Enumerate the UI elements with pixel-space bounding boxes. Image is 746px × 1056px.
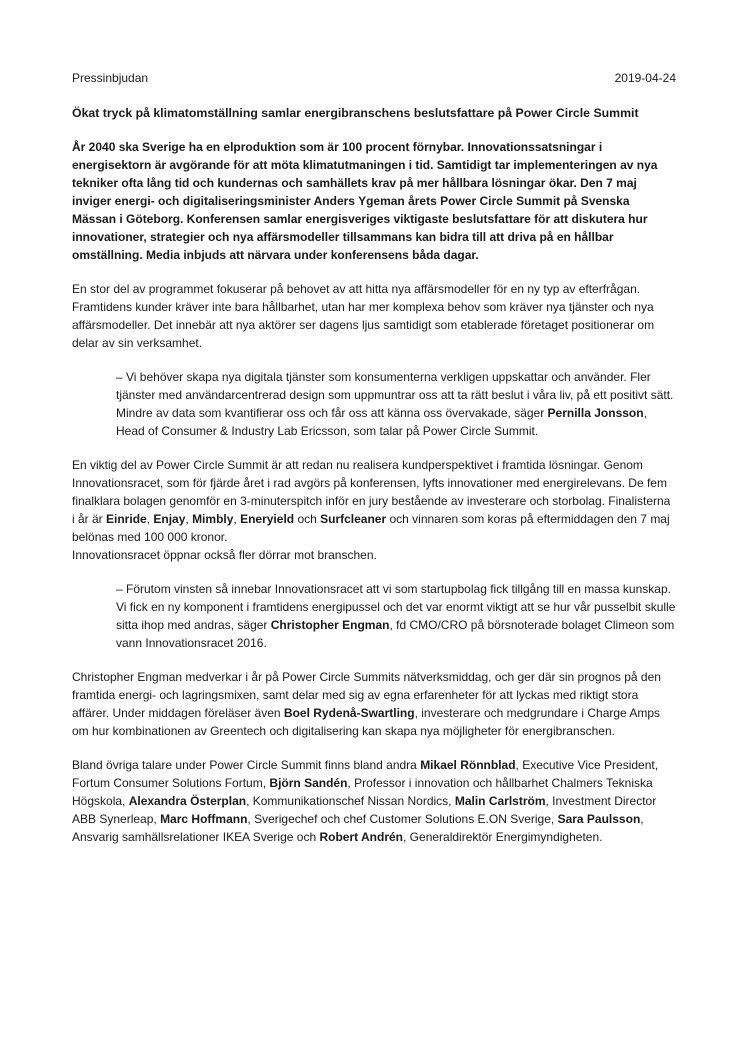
paragraph-text: Innovationsracet öppnar också fler dörrar mot branschen.	[72, 548, 377, 562]
quote-christopher-engman	[72, 580, 676, 652]
speaker-role: , Investment Director ABB Synerleap,	[72, 794, 657, 826]
speaker-name: Björn Sandén	[269, 776, 348, 790]
speaker-role: , Sverigechef och chef Customer Solutions E.ON Sverige,	[247, 812, 558, 826]
body-paragraph-2	[72, 456, 676, 564]
speaker-name: Malin Carlström	[454, 794, 546, 808]
quote-text: – Vi behöver skapa nya digitala tjänster som konsumenterna verkligen uppskattar och använder. Fler tjänster med användarcentrerad design som uppmuntrar oss att ta rätt beslut i våra liv, på ett positivt sätt. Mindre av data som kvantifierar oss och får oss att känna oss övervakade, säger	[116, 370, 674, 420]
press-release-page	[72, 64, 676, 846]
speaker-role: , Kommunikationschef Nissan Nordics,	[246, 794, 455, 808]
quote-speaker-title: , Head of Consumer & Industry Lab Ericsson, som talar på Power Circle Summit.	[116, 406, 647, 438]
paragraph-text: och vinnaren som koras på eftermiddagen den 7 maj belönas med 100 000 kronor.	[72, 512, 670, 544]
quote-speaker-name: Pernilla Jonsson	[547, 406, 644, 420]
document-header	[72, 70, 676, 87]
speaker-name: Marc Hoffmann	[160, 812, 248, 826]
quote-speaker-name: Christopher Engman	[270, 618, 390, 632]
paragraph-text: Bland övriga talare under Power Circle Summit finns bland andra	[72, 758, 421, 772]
paragraph-text: Christopher Engman medverkar i år på Power Circle Summits nätverksmiddag, och ger där sin prognos på den framtida energi- och lagringsmixen, samt delar med sig av egna erfarenheter för att lyckas med riktigt stora affärer. Under middagen föreläser även	[72, 670, 661, 720]
paragraph-text: En viktig del av Power Circle Summit är att redan nu realisera kundperspektivet i framtida lösningar. Genom Innovationsracet, som för fjärde året i rad avgörs på konferensen, lyfts innovationer med energirelevans. De fem finalklara bolagen genomför en 3-minuterspitch inför en jury bestående av investerare och storbolag. Finalisterna i år är	[72, 458, 671, 526]
speaker-role: , Ansvarig samhällsrelationer IKEA Sverige och	[72, 812, 644, 844]
speaker-name: Mikael Rönnblad	[420, 758, 516, 772]
finalist-name: Mimbly	[192, 512, 234, 526]
paragraph-text: , investerare och medgrundare i Charge Amps om hur kombinationen av Greentech och digitalisering kan skapa nya möjligheter för energibranschen.	[72, 706, 661, 738]
finalist-name: Eneryield	[240, 512, 295, 526]
document-type-label: Pressinbjudan	[72, 71, 149, 85]
quote-pernilla-jonsson	[72, 368, 676, 440]
separator: och	[294, 512, 321, 526]
body-paragraph-4	[72, 756, 676, 846]
speaker-name: Alexandra Österplan	[128, 794, 247, 808]
finalist-name: Einride	[106, 512, 147, 526]
speaker-role: , Executive Vice President, Fortum Consumer Solutions Fortum,	[72, 758, 659, 790]
speaker-role: , Professor i innovation och hållbarhet Chalmers Tekniska Högskola,	[72, 776, 653, 808]
speaker-name: Robert Andrén	[319, 830, 404, 844]
body-paragraph-3	[72, 668, 676, 740]
lead-paragraph: År 2040 ska Sverige ha en elproduktion som är 100 procent förnybar. Innovationssatsningar i energisektorn är avgörande för att möta klimatutmaningen i tid. Samtidigt tar implementeringen av nya tekniker ofta lång tid och kundernas och samhällets krav på mer hållbara lösningar ökar. Den 7 maj inviger energi- och digitaliseringsminister Anders Ygeman årets Power Circle Summit på Svenska Mässan i Göteborg. Konferensen samlar energisveriges viktigaste beslutsfattare för att diskutera hur innovationer, strategier och nya affärsmodeller tillsammans kan bidra till att driva på en hållbar omställning. Media inbjuds att närvara under konferensens båda dagar.	[72, 140, 658, 262]
speaker-role: , Generaldirektör Energimyndigheten.	[403, 830, 603, 844]
finalist-name: Surfcleaner	[320, 512, 387, 526]
separator: ,	[233, 512, 241, 526]
press-release-title: Ökat tryck på klimatomställning samlar energibranschens beslutsfattare på Power Circle Summit	[72, 106, 639, 120]
person-name: Boel Rydenå-Swartling	[283, 706, 415, 720]
speaker-name: Sara Paulsson	[557, 812, 641, 826]
quote-text: – Förutom vinsten så innebar Innovationsracet att vi som startupbolag fick tillgång till en massa kunskap. Vi fick en ny komponent i framtidens energipussel och det var enormt viktigt att se hur vår pusselbit skulle sitta ihop med andras, säger	[116, 582, 676, 632]
finalist-name: Enjay	[153, 512, 186, 526]
separator: ,	[185, 512, 193, 526]
document-date: 2019-04-24	[614, 71, 676, 85]
separator: ,	[146, 512, 154, 526]
quote-speaker-title: , fd CMO/CRO på börsnoterade bolaget Climeon som vann Innovationsracet 2016.	[116, 618, 675, 650]
body-paragraph-1: En stor del av programmet fokuserar på behovet av att hitta nya affärsmodeller för en ny typ av efterfrågan. Framtidens kunder kräver inte bara hållbarhet, utan har mer komplexa behov som kräver nya tjänster och nya affärsmodeller. Det innebär att nya aktörer ser dagens ljus samtidigt som etablerade företaget positionerar om delar av sin verksamhet.	[72, 282, 655, 350]
